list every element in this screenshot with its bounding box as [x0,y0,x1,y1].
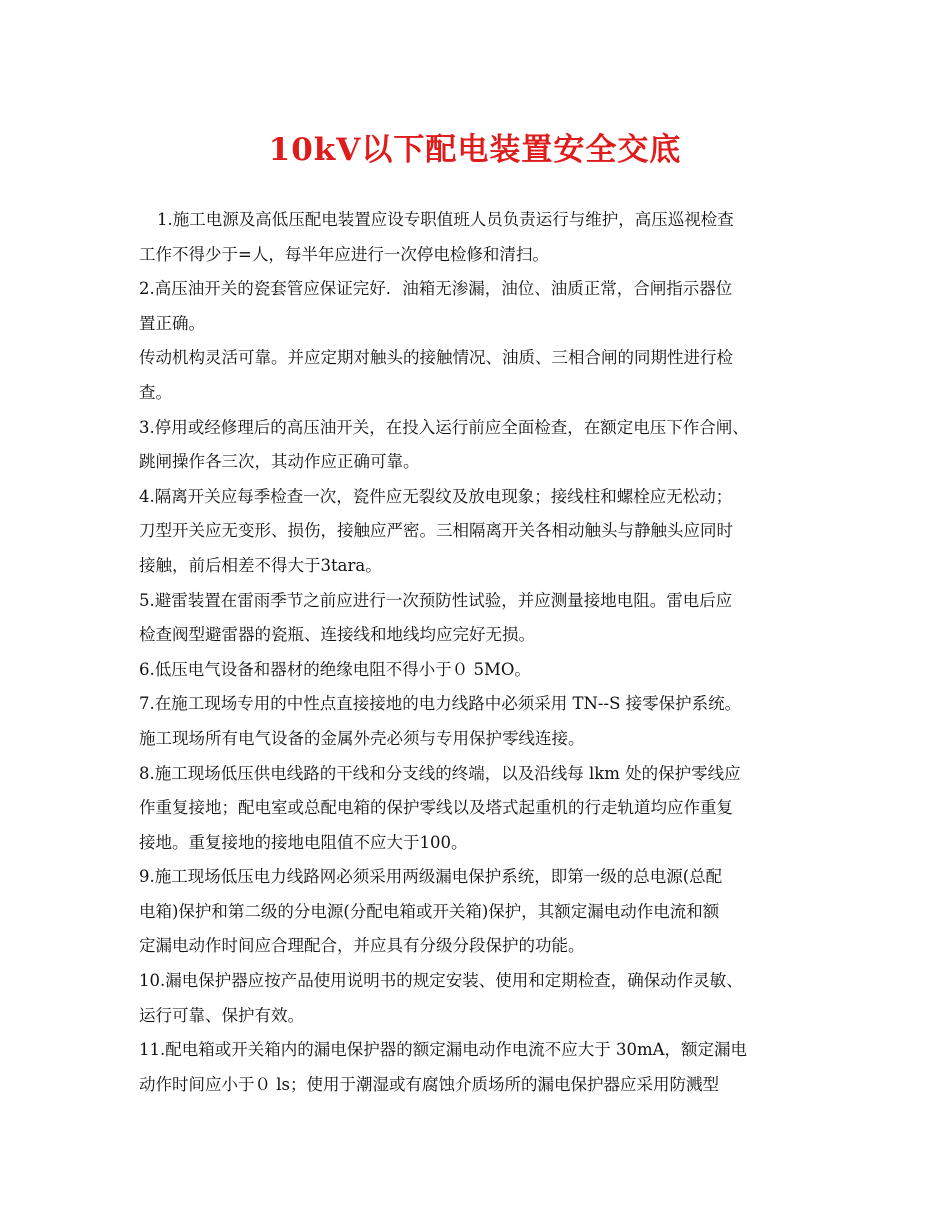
paragraph-line: 接地。重复接地的接地电阻值不应大于100。 [139,832,468,852]
paragraph-line: 跳闸操作各三次，其动作应正确可靠。 [139,452,420,472]
paragraph-line: 刀型开关应无变形、损伤，接触应严密。三相隔离开关各相动触头与静触头应同时 [139,521,733,541]
document-body [139,203,819,1102]
paragraph-line: 置正确。 [139,313,205,333]
paragraph-line: 8.施工现场低压供电线路的干线和分支线的终端，以及沿线每 lkm 处的保护零线应 [139,763,741,783]
paragraph-line: 检查阀型避雷器的瓷瓶、连接线和地线均应完好无损。 [139,625,535,645]
paragraph-line: 2.高压油开关的瓷套管应保证完好．油箱无渗漏，油位、油质正常，合闸指示器位 [139,279,733,299]
paragraph-line: 9.施工现场低压电力线路网必须采用两级漏电保护系统，即第一级的总电源(总配 [139,867,723,887]
paragraph-line: 施工现场所有电气设备的金属外壳必须与专用保护零线连接。 [139,728,585,748]
paragraph-line: 接触，前后相差不得大于3tara。 [139,555,382,575]
paragraph-line: 6.低压电气设备和器材的绝缘电阻不得小于０ 5MO。 [139,659,531,679]
paragraph-line: 5.避雷装置在雷雨季节之前应进行一次预防性试验，并应测量接地电阻。雷电后应 [139,590,733,610]
paragraph-line: 传动机构灵活可靠。并应定期对触头的接触情况、油质、三相合闸的同期性进行检 [139,348,733,368]
paragraph-line: 4.隔离开关应每季检查一次，瓷件应无裂纹及放电现象；接线柱和螺栓应无松动； [139,486,733,506]
page-title: 10kV以下配电装置安全交底 [268,132,682,168]
paragraph-line: 工作不得少于=人，每半年应进行一次停电检修和清扫。 [139,244,549,264]
paragraph-line: 运行可靠、保护有效。 [139,1005,304,1025]
paragraph-line: 动作时间应小于０ ls；使用于潮湿或有腐蚀介质场所的漏电保护器应采用防溅型 [139,1074,719,1094]
paragraph-line: 10.漏电保护器应按产品使用说明书的规定安装、使用和定期检查，确保动作灵敏、 [139,971,743,991]
paragraph-line: 电箱)保护和第二级的分电源(分配电箱或开关箱)保护，其额定漏电动作电流和额 [139,901,720,921]
paragraph-line: 3.停用或经修理后的高压油开关，在投入运行前应全面检查，在额定电压下作合闸、 [139,417,749,437]
paragraph-line: 作重复接地；配电室或总配电箱的保护零线以及塔式起重机的行走轨道均应作重复 [139,798,733,818]
paragraph-line: 定漏电动作时间应合理配合，并应具有分级分段保护的功能。 [139,936,585,956]
paragraph-line: 查。 [139,382,172,402]
paragraph-line: 7.在施工现场专用的中性点直接接地的电力线路中必须采用 TN--S 接零保护系统。 [139,694,742,714]
paragraph-line: 1.施工电源及高低压配电装置应设专职值班人员负责运行与维护，高压巡视检查 [157,210,734,229]
paragraph-line: 11.配电箱或开关箱内的漏电保护器的额定漏电动作电流不应大于 30mA，额定漏电 [139,1040,748,1060]
